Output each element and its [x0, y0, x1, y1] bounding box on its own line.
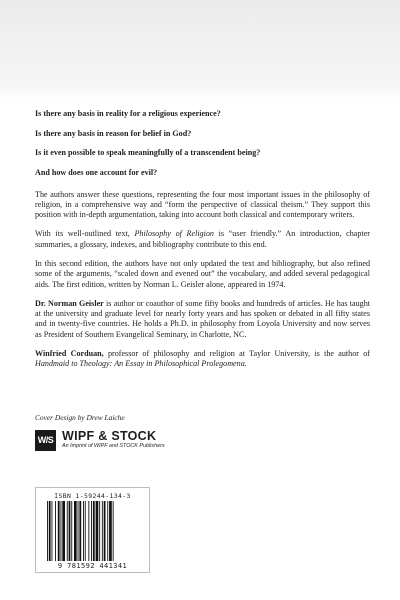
edition-paragraph: In this second edition, the authors have not only updated the text and bibliography, but also refined some of the arguments, “scaled down and evened out” the vocabulary, and added several pedagogical aids. The first edition, written by Norman L. Geisler alone, appeared in 1974. [35, 258, 370, 289]
question-1: Is there any basis in reality for a religious experience? [35, 109, 221, 118]
book-title: Philosophy of Religion [134, 229, 214, 239]
question-4: And how does one account for evil? [35, 167, 158, 177]
question-3: Is it even possible to speak meaningfully of a transcendent being? [35, 148, 261, 157]
intro-paragraph: The authors answer these questions, representing the four most important issues in the philosophy of religion, in a comprehensive way and “form the perspective of classical theism.” They support this position with in-depth argumentation, taking into account both classical and contemporary writers. [35, 189, 370, 220]
barcode-bar [71, 501, 72, 561]
barcode-bar [52, 501, 53, 561]
publisher-text [62, 430, 165, 450]
author-geisler-text: is author or coauthor of some fifty books and hundreds of articles. He has taught at the university and graduate level for nearly forty years and has spoken or debated in all fifty states and in twenty-five countries. He holds a Ph.D. in philosophy from Loyola University and now serves as President of Southern Evangelical Seminary, in Charlotte, NC. [35, 298, 370, 339]
publisher-logo-icon: W/S [35, 430, 56, 451]
barcode-bar [113, 501, 114, 561]
top-gray-band [0, 0, 400, 100]
barcode-bar [78, 501, 79, 561]
barcode-bar [104, 501, 106, 561]
barcode-bar [93, 501, 95, 561]
author-corduan-name: Winfried Corduan, [35, 349, 104, 359]
features-text-start: With its well-outlined text, [35, 229, 135, 239]
barcode-bar [83, 501, 84, 561]
barcode-digits: 9 781592 441341 [57, 562, 128, 570]
barcode-bar [62, 501, 65, 561]
features-text-end: is “user friendly.” An introduction, chapter summaries, a glossary, indexes, and bibliography contribute to this end. [35, 229, 370, 249]
features-paragraph [35, 229, 370, 250]
corduan-book-title: Handmaid to Theology: An Essay in Philosophical Prolegomena. [35, 359, 247, 369]
barcode-bar [99, 501, 100, 561]
barcode-bar [79, 501, 81, 561]
question-list [35, 108, 370, 178]
question-2: Is there any basis in reason for belief in God? [35, 128, 192, 138]
back-cover-text [35, 108, 370, 370]
barcode-bar [58, 501, 60, 561]
barcode-bar [55, 501, 56, 561]
publisher-block [35, 428, 165, 452]
barcode-bar [107, 501, 108, 561]
barcode-bar [102, 501, 103, 561]
barcode-bar [67, 501, 68, 561]
barcode-bar [96, 501, 99, 561]
barcode-bar [61, 501, 62, 561]
author-corduan-bio [35, 349, 370, 370]
cover-design-credit: Cover Design by Drew Laiche [35, 413, 125, 422]
barcode-bar [74, 501, 77, 561]
barcode-bars [47, 501, 140, 561]
barcode-bar [49, 501, 51, 561]
barcode-bar [47, 501, 48, 561]
author-geisler-bio [35, 299, 370, 340]
author-geisler-name: Dr. Norman Geisler [35, 298, 104, 308]
barcode-bar [69, 501, 71, 561]
isbn-text: ISBN 1-59244-134-3 [54, 492, 131, 500]
barcode-bar [85, 501, 86, 561]
barcode-bar [88, 501, 89, 561]
isbn-barcode [35, 487, 150, 573]
publisher-name: WIPF & STOCK [62, 429, 157, 443]
barcode-bar [91, 501, 92, 561]
author-corduan-text: professor of philosophy and religion at Taylor University, is the author of [103, 349, 370, 359]
publisher-tagline: An Imprint of WIPF and STOCK Publishers [62, 443, 165, 449]
barcode-bar [109, 501, 112, 561]
